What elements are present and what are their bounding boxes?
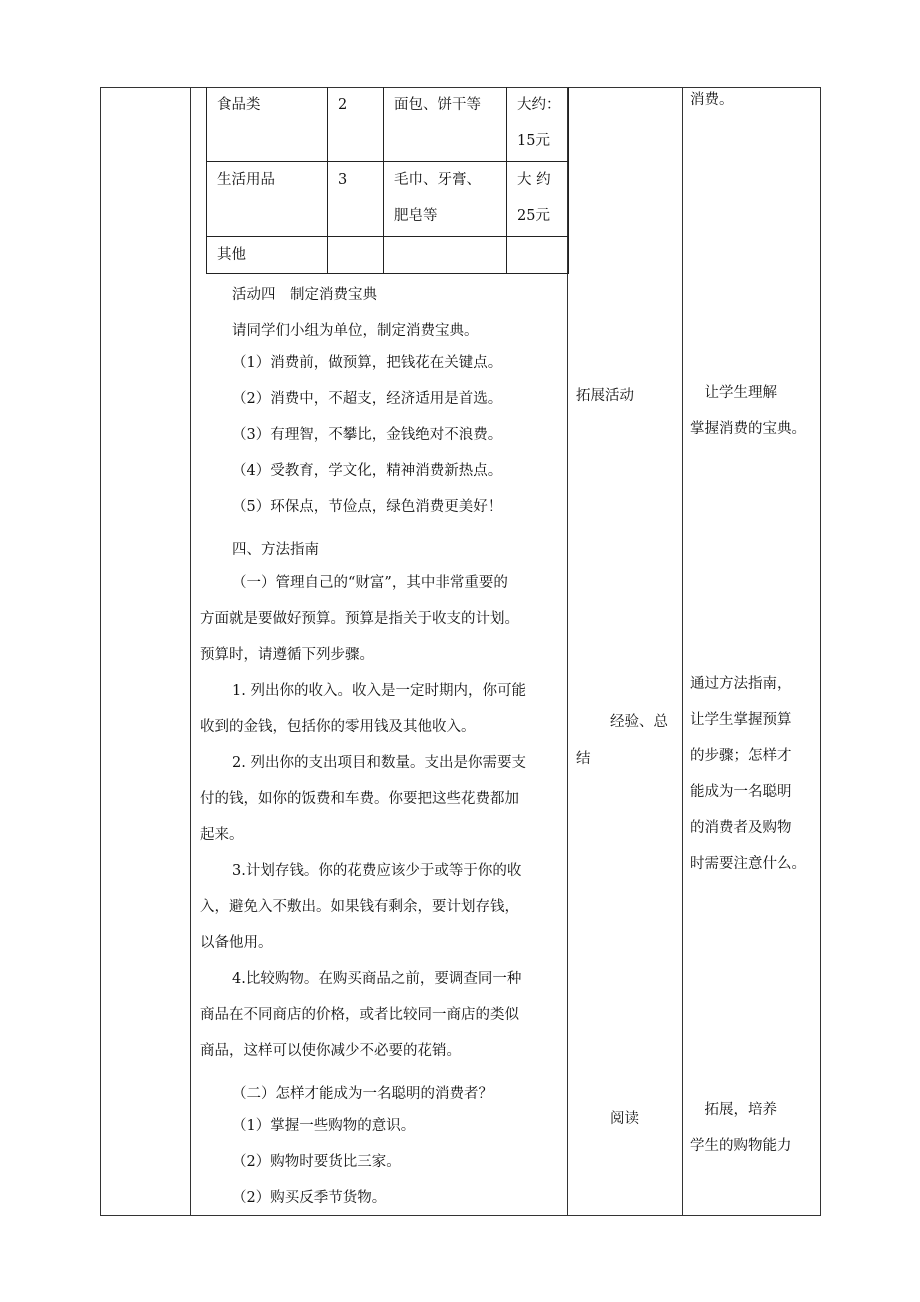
guide1-paragraph: （一）管理自己的“财富”，其中非常重要的 方面就是要做好预算。预算是指关于收支的计划。 预算时，请遵循下列步骤。 [200,575,519,663]
activity-label: 阅读 [610,1111,639,1127]
list-item: （2）购物时要货比三家。 [232,1154,401,1170]
activity4-title: 活动四 制定消费宝典 [232,287,377,303]
table-cell: 2 [328,87,384,161]
table-row [207,161,569,236]
table-cell: 面包、饼干等 [384,87,507,161]
column-divider [190,87,191,1216]
table-row [207,87,569,161]
column-divider [682,87,683,1216]
activity-label: 拓展活动 [576,388,634,404]
list-item: （2）消费中，不超支，经济适用是首选。 [232,391,503,407]
step1-paragraph: 1. 列出你的收入。收入是一定时期内，你可能 收到的金钱，包括你的零用钱及其他收入。 [200,683,526,735]
activity-label: 经验、总 [610,714,668,730]
section-title: 四、方法指南 [232,542,319,558]
activity-label: 结 [576,751,591,767]
table-cell: 3 [328,161,384,236]
table-cell [507,236,569,273]
list-item: （5）环保点，节俭点，绿色消费更美好！ [232,499,503,515]
list-item: （3）有理智，不攀比，金钱绝对不浪费。 [232,427,503,443]
intent-text: 通过方法指南， 让学生掌握预算 的步骤；怎样才 能成为一名聪明 的消费者及购物 时需要注意什么。 [690,676,806,872]
list-item: （1）掌握一些购物的意识。 [232,1118,416,1134]
step3-paragraph: 3.计划存钱。你的花费应该少于或等于你的收 入，避免入不敷出。如果钱有剩余，要计划存钱， 以备他用。 [200,863,522,951]
budget-table [206,87,569,274]
table-cell: 大约： 15元 [507,87,569,161]
activity4-intro: 请同学们小组为单位，制定消费宝典。 [232,323,479,339]
list-item: （4）受教育，学文化，精神消费新热点。 [232,463,503,479]
table-cell: 食品类 [207,87,328,161]
list-item: （2）购买反季节货物。 [232,1190,387,1206]
step2-paragraph: 2. 列出你的支出项目和数量。支出是你需要支 付的钱，如你的饭费和车费。你要把这些花费都加 起来。 [200,755,526,843]
intent-text: 让学生理解 掌握消费的宝典。 [690,385,806,437]
table-cell: 毛巾、牙膏、 肥皂等 [384,161,507,236]
intent-text: 拓展，培养 学生的购物能力 [690,1102,792,1154]
intent-text: 消费。 [690,92,734,108]
rules-list [232,345,502,525]
table-cell: 大 约 25元 [507,161,569,236]
table-row [207,236,569,273]
table-cell [384,236,507,273]
table-cell: 生活用品 [207,161,328,236]
list-item: （1）消费前，做预算，把钱花在关键点。 [232,355,503,371]
step4-paragraph: 4.比较购物。在购买商品之前，要调查同一种 商品在不同商店的价格，或者比较同一商店的类似 商品，这样可以使你减少不必要的花销。 [200,971,522,1059]
guide2-list [232,1108,415,1216]
guide2-title: （二）怎样才能成为一名聪明的消费者？ [232,1086,493,1102]
table-cell: 其他 [207,236,328,273]
table-cell [328,236,384,273]
